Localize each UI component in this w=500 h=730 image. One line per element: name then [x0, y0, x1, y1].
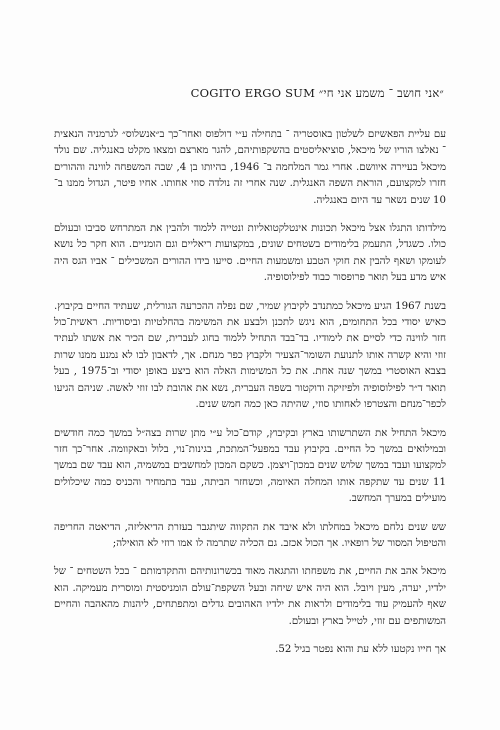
paragraph-6: מיכאל אהב את החיים, את משפחתו והתגאה מאוד בכשרונותיהם והתקדמותם ־ בכל השטחים ־ של ילדיו, יערה, מעין ויובל. הוא היה איש שיחה ובעל השקפת־עולם הומניסטית ומוסרית מעמיקה. הוא שאף להעמיק עוד בלימודים ולראות את ילדיו האהובים גדלים ומתפתחים, ליהנות מהאהבה והחיים המשותפים עם זוזי, לטייל בארץ ובעולם.: [54, 566, 446, 627]
paragraph-7: אך חייו נקטעו ללא עת והוא נפטר בגיל 52.: [275, 643, 446, 655]
paragraph-3: בשנת 1967 הגיע מיכאל כמתנדב לקיבוץ שמיר, שם נפלה ההכרעה הגורלית, שעתיד החיים בקיבוץ. כאיש יסודי בכל התחומים, הוא ניגש לתכנן ולבצע את המשימה בהחלטיות וביסודיות. ראשית־כול חזר לווינה כדי לסיים את לימודיו. בד־בבד התחיל ללמוד בחוג לעברית, שם הכיר את אשתו לעתיד זוזי והיא קשרה אותו לתנועת השומר־הצעיר ולקבוץ כפר מנחם. אך, לדאבון לבו לא נמנע ממנו שרות בצבא האוסטרי במשך שנה אחת. את כל המשימות האלה הוא ביצע באופן יסודי וב־1975 , בעל תואר ד״ר לפילוסופיה ולפיזיקה ודוקטור בשפה העברית, נשא את אהובת לבו זוזי לאשה. שניהם הגיעו לכפר־מנחם והצטרפו לאחותו סוזי, שהיתה כאן כמה חמש שנים.: [54, 300, 447, 411]
paragraph-4: מיכאל התחיל את השתרשותו בארץ ובקיבוץ, קודם־כול ע״י מתן שרות בצה״ל במשך כמה חודשים ובמילואים במשך כל החיים. בקיבוץ עבד במפעל־המתכת, בגינות־נוי, בלול ובאקוומה. אחר־כך חזר למקצועו ועבד במשך שלוש שנים במכון־ויצמן. כשקם המכון למחשבים במשמיה, הוא עבד שם במשך 11 שנים עד שתקפה אותו המחלה האיומה, וכשחזר הביתה, עבד בתמחיר והכניס כמה שיכלולים מועילים במערך המחשב.: [54, 427, 446, 505]
paragraph-1: עם עליית הפאשיזם לשלטון באוסטריה ־ בתחילה ע״י דולפוס ואחר־כך ב״אנשלוס״ לגרמניה הנאצית ־ נאלצו הוריו של מיכאל, סוציאליסטים בהשקפותיהם, להגר מארצם ומצאו מקלט באנגליה. שם נולד מיכאל בעיירה איוושם. אחרי גמר המלחמה ב־ 1946, בהיותו בן 4, שבה המשפחה לווינה וההורים חזרו למקצועם, הוראת השפה האנגלית. שנה אחרי זה נולדה סוזי אחותו. אחיו פיטר, הגדול ממנו ב־ 10 שנים נשאר עד היום באנגליה.: [54, 129, 446, 206]
memorial-text: [54, 127, 446, 670]
paragraph-5: שש שנים נלחם מיכאל במחלתו ולא איבד את התקווה שיתגבר בעזרת הדיאליזה, הדיאטה החריפה והטיפול המסור של רופאיו. אך הכול אכזב. גם הכליה שתרמה לו אמו רוזי לא הואילה;: [54, 521, 446, 549]
paragraph-2: מילדותו התגלו אצל מיכאל תכונות אינטלקטואליות ונטייה ללמוד ולהבין את המתרחש סביבו ובעולם כולו. כשגדל, התעמק בלימודים בשטחים שונים, במקצועות ריאליים וגם הומניים. הוא חקר כל נושא לעומקו ושאף להבין את חוקי הטבע ומשמעות החיים. סייעו בידו ההורים המשכילים ־ אביו הגס היה איש מדע בעל תואר פרופסור כבוד לפילוסופיה.: [54, 223, 446, 284]
page-title: ״אני חושב ־ משמע אני חי״ COGITO ERGO SUM: [190, 86, 444, 100]
